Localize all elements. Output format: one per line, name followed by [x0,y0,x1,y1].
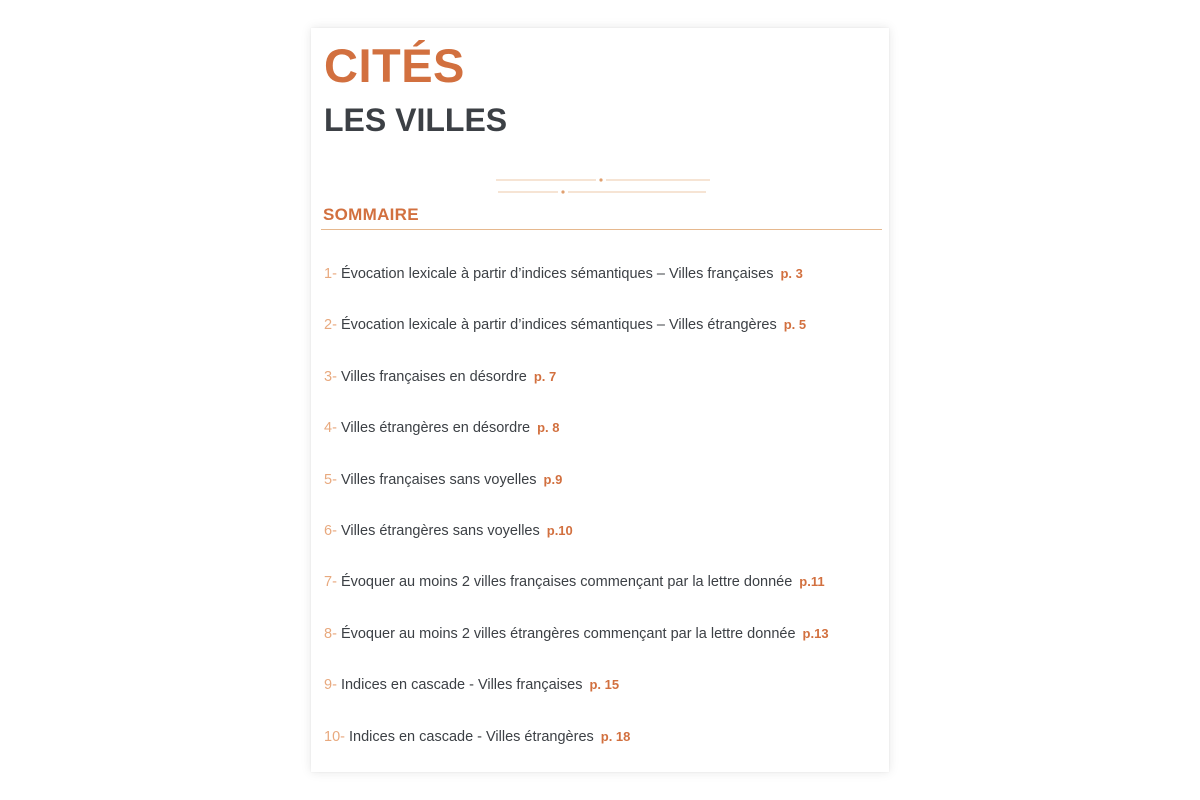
toc-item-number: 2- [324,317,337,334]
toc-item-label: Évocation lexicale à partir d’indices sémantiques – Villes étrangères [340,317,777,334]
toc-item-number: 9- [324,677,337,694]
toc-item-label: Villes françaises sans voyelles [340,471,537,488]
document-title: CITÉS [324,39,465,92]
toc-item-label: Villes étrangères en désordre [340,420,531,437]
toc-item-label: Évocation lexicale à partir d’indices sémantiques – Villes françaises [340,266,774,282]
toc-item-page: p.9 [543,471,563,487]
toc-item-number: 3- [324,368,337,385]
toc-item[interactable] [324,675,829,726]
toc-item-number: 1- [324,266,337,282]
toc-item-label: Indices en cascade - Villes étrangères [349,728,594,745]
toc-item-number: 10- [324,728,345,745]
toc-item-page: p. 15 [589,677,620,693]
toc-item[interactable] [324,367,829,418]
decorative-divider-ornament [494,174,712,198]
toc-item[interactable] [324,572,829,623]
toc-divider [321,229,882,230]
toc-item-label: Villes étrangères sans voyelles [340,522,540,539]
toc-item-page: p. 7 [533,368,557,384]
toc-item-page: p.10 [546,522,573,538]
toc-item-page: p. 3 [780,266,803,281]
toc-item[interactable] [324,727,829,778]
toc-item[interactable] [324,521,829,572]
toc-item[interactable] [324,624,829,675]
table-of-contents [324,264,829,778]
toc-item-number: 4- [324,420,337,437]
toc-item[interactable] [324,264,829,315]
toc-item-label: Évoquer au moins 2 villes étrangères commençant par la lettre donnée [340,625,796,642]
toc-item-page: p. 18 [600,728,631,744]
toc-item-page: p.13 [802,625,829,641]
toc-item-number: 6- [324,522,337,539]
toc-item[interactable] [324,418,829,469]
toc-heading: SOMMAIRE [323,205,419,224]
document-subtitle: LES VILLES [324,102,508,138]
toc-item-page: p.11 [799,574,825,590]
toc-item-page: p. 5 [783,317,807,333]
toc-item[interactable] [324,470,829,521]
toc-item-label: Indices en cascade - Villes françaises [340,677,583,694]
toc-item[interactable] [324,315,829,366]
toc-item-label: Évoquer au moins 2 villes françaises commençant par la lettre donnée [340,574,793,591]
toc-item-label: Villes françaises en désordre [340,368,527,385]
toc-item-number: 5- [324,471,337,488]
document-page [311,28,889,772]
toc-item-number: 8- [324,625,337,642]
toc-item-page: p. 8 [537,420,560,436]
toc-item-number: 7- [324,574,337,591]
